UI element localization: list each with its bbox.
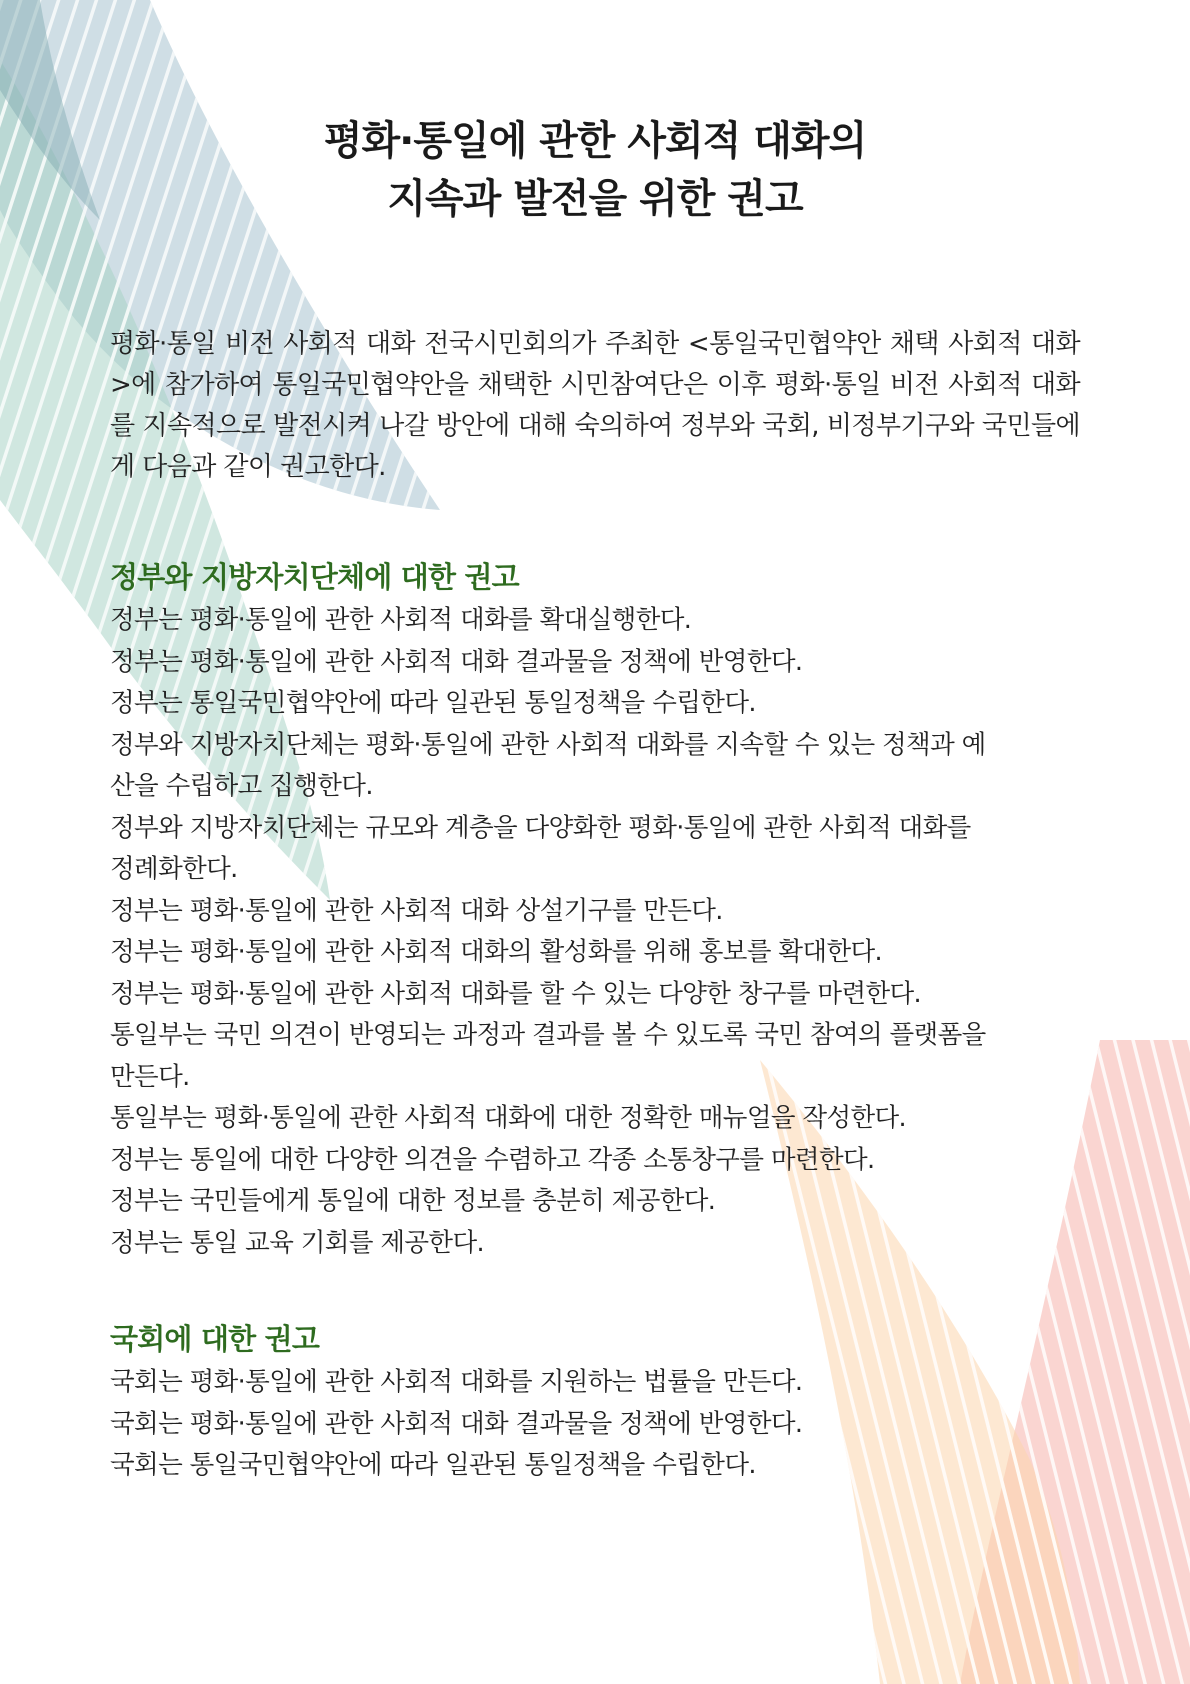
list-item: 정부와 지방자치단체는 규모와 계층을 다양화한 평화·통일에 관한 사회적 대화를 정례화한다. — [110, 812, 971, 884]
title-line-2: 지속과 발전을 위한 권고 — [387, 176, 803, 222]
list-item: 정부는 평화·통일에 관한 사회적 대화의 활성화를 위해 홍보를 확대한다. — [110, 937, 883, 967]
list-item: 정부는 평화·통일에 관한 사회적 대화를 할 수 있는 다양한 창구를 마련한다. — [110, 978, 922, 1009]
government-recommendations-section — [110, 556, 1010, 1264]
list-item: 국회는 평화·통일에 관한 사회적 대화를 지원하는 법률을 만든다. — [110, 1367, 803, 1397]
section-heading: 국회에 대한 권고 — [110, 1322, 320, 1356]
recommendation-list — [110, 600, 1010, 1264]
recommendation-list — [110, 1362, 1010, 1487]
intro-paragraph: 평화·통일 비전 사회적 대화 전국시민회의가 주최한 <통일국민협약안 채택 사회적 대화>에 참가하여 통일국민협약안을 채택한 시민참여단은 이후 평화·통일 비전 사회적 대화를 지속적으로 발전시켜 나갈 방안에 대해 숙의하여 정부와 국회, 비정부기구와 국민들에게 다음과 같이 권고한다. — [110, 329, 1080, 482]
list-item: 정부는 평화·통일에 관한 사회적 대화를 확대실행한다. — [110, 605, 692, 635]
section-heading: 정부와 지방자치단체에 대한 권고 — [110, 560, 519, 594]
page-title — [0, 112, 1190, 228]
list-item: 정부와 지방자치단체는 평화·통일에 관한 사회적 대화를 지속할 수 있는 정책과 예산을 수립하고 집행한다. — [110, 729, 986, 801]
list-item: 정부는 평화·통일에 관한 사회적 대화 상설기구를 만든다. — [110, 895, 723, 926]
list-item: 정부는 통일에 대한 다양한 의견을 수렴하고 각종 소통창구를 마련한다. — [110, 1144, 875, 1175]
list-item: 국회는 평화·통일에 관한 사회적 대화 결과물을 정책에 반영한다. — [110, 1408, 803, 1439]
list-item: 통일부는 국민 의견이 반영되는 과정과 결과를 볼 수 있도록 국민 참여의 플랫폼을 만든다. — [110, 1020, 986, 1092]
list-item: 정부는 평화·통일에 관한 사회적 대화 결과물을 정책에 반영한다. — [110, 646, 803, 677]
list-item: 정부는 통일 교육 기회를 제공한다. — [110, 1227, 484, 1258]
list-item: 정부는 통일국민협약안에 따라 일관된 통일정책을 수립한다. — [110, 688, 756, 718]
list-item: 통일부는 평화·통일에 관한 사회적 대화에 대한 정확한 매뉴얼을 작성한다. — [110, 1103, 907, 1133]
title-line-1: 평화·통일에 관한 사회적 대화의 — [323, 118, 867, 164]
list-item: 국회는 통일국민협약안에 따라 일관된 통일정책을 수립한다. — [110, 1450, 756, 1480]
national-assembly-recommendations-section — [110, 1318, 1010, 1487]
list-item: 정부는 국민들에게 통일에 대한 정보를 충분히 제공한다. — [110, 1186, 716, 1216]
